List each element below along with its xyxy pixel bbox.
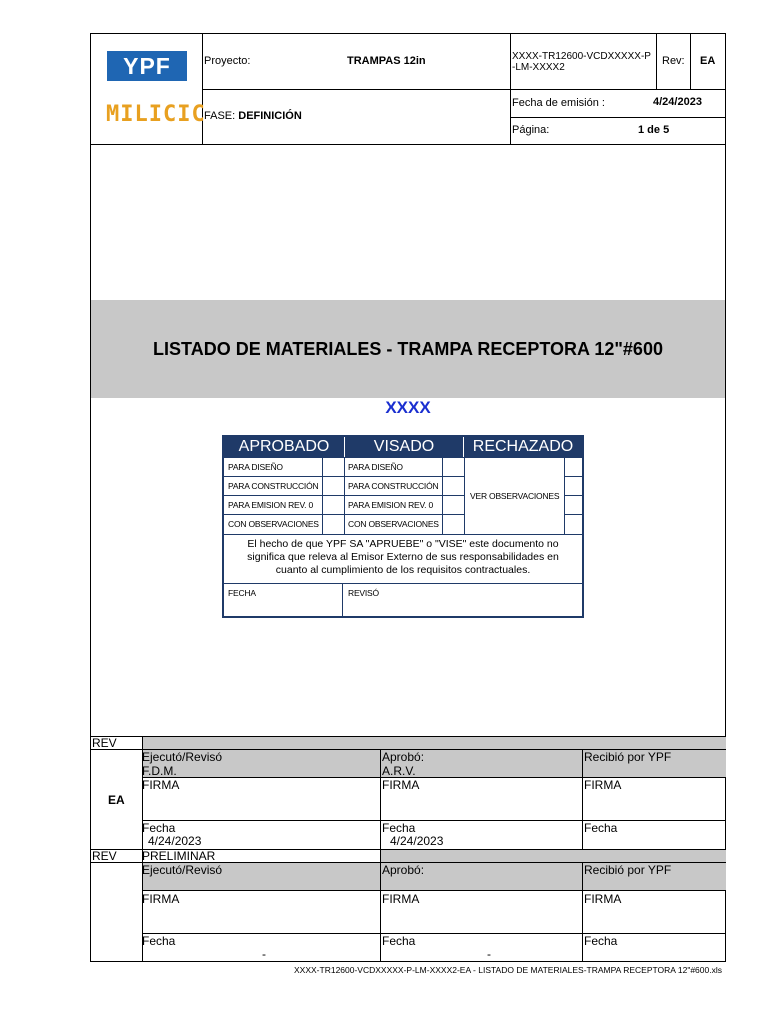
stamp-disclaimer: El hecho de que YPF SA "APRUEBE" o "VISE" este documento no significa que releva al Emisor Externo de sus responsabilidades en cuanto al cumplimiento de los requisitos contractuales. (247, 538, 559, 576)
rev1-ejecuto-name: F.D.M. (142, 764, 177, 778)
rev2-firma-2: FIRMA (382, 892, 420, 906)
fase-label: FASE: (204, 110, 236, 122)
stamp-header-visado: VISADO (345, 437, 463, 457)
proyecto-label: Proyecto: (204, 55, 251, 67)
rev2-firma-1: FIRMA (142, 892, 180, 906)
ypf-logo: YPF (107, 51, 187, 81)
rev2-fecha-2: Fecha (382, 934, 416, 948)
milicic-logo: MILICIC (106, 102, 206, 127)
fecha-emision-label: Fecha de emisión : (512, 97, 605, 109)
rev1-fecha-value-2: 4/24/2023 (390, 834, 444, 848)
stamp-visado-row1: PARA DISEÑO (348, 462, 403, 472)
rev-label: Rev: (662, 55, 685, 67)
rev2-recibio: Recibió por YPF (584, 863, 672, 877)
header-block (90, 33, 726, 145)
stamp-reviso: REVISÓ (348, 588, 379, 598)
rev2-ejecuto: Ejecutó/Revisó (142, 863, 223, 877)
stamp-visado-row3: PARA EMISION REV. 0 (348, 500, 434, 510)
rev1-label: REV (92, 736, 117, 750)
pagina-value: 1 de 5 (638, 124, 670, 136)
rev2-preliminar: PRELIMINAR (142, 849, 216, 863)
pagina-label: Página: (512, 124, 550, 136)
stamp-visado-row2: PARA CONSTRUCCIÓN (348, 481, 439, 491)
doc-code: XXXX-TR12600-VCDXXXXX-P-LM-XXXX2 (512, 51, 651, 73)
rev1-value: EA (108, 793, 125, 807)
rev-value: EA (700, 55, 716, 67)
rev1-fecha-value-1: 4/24/2023 (148, 834, 202, 848)
document-subtitle: XXXX (385, 398, 431, 417)
rev1-fecha-1: Fecha (142, 821, 176, 835)
fase-value: DEFINICIÓN (238, 110, 302, 122)
rev2-fecha-1: Fecha (142, 934, 176, 948)
rev1-firma-2: FIRMA (382, 778, 420, 792)
rev1-firma-3: FIRMA (584, 778, 622, 792)
stamp-aprobado-row4: CON OBSERVACIONES (228, 519, 319, 529)
rev1-firma-1: FIRMA (142, 778, 180, 792)
proyecto-value: TRAMPAS 12in (347, 55, 426, 67)
rev1-recibio: Recibió por YPF (584, 750, 672, 764)
rev1-fecha-2: Fecha (382, 821, 416, 835)
rev2-dash-2: - (487, 947, 491, 961)
rev2-firma-3: FIRMA (584, 892, 622, 906)
fecha-emision-value: 4/24/2023 (653, 96, 702, 108)
approval-stamp (222, 435, 584, 618)
rev1-fecha-3: Fecha (584, 821, 618, 835)
stamp-aprobado-row3: PARA EMISION REV. 0 (228, 500, 314, 510)
rev1-aprobo-name: A.R.V. (382, 764, 416, 778)
rev1-aprobo: Aprobó: (382, 750, 425, 764)
fase-row (204, 110, 302, 122)
stamp-header-aprobado: APROBADO (224, 437, 344, 457)
stamp-header-rechazado: RECHAZADO (464, 437, 582, 457)
rev2-fecha-3: Fecha (584, 934, 618, 948)
stamp-ver-observaciones: VER OBSERVACIONES (470, 491, 560, 501)
rev2-label: REV (92, 849, 117, 863)
stamp-fecha: FECHA (228, 588, 256, 598)
footer-filename: XXXX-TR12600-VCDXXXXX-P-LM-XXXX2-EA - LISTADO DE MATERIALES-TRAMPA RECEPTORA 12"#600.xls (294, 965, 722, 975)
stamp-aprobado-row2: PARA CONSTRUCCIÓN (228, 481, 319, 491)
stamp-visado-row4: CON OBSERVACIONES (348, 519, 439, 529)
stamp-aprobado-row1: PARA DISEÑO (228, 462, 283, 472)
rev1-ejecuto: Ejecutó/Revisó (142, 750, 223, 764)
rev2-aprobo: Aprobó: (382, 863, 425, 877)
document-title: LISTADO DE MATERIALES - TRAMPA RECEPTORA 12"#600 (153, 339, 663, 359)
rev2-dash-1: - (262, 947, 266, 961)
